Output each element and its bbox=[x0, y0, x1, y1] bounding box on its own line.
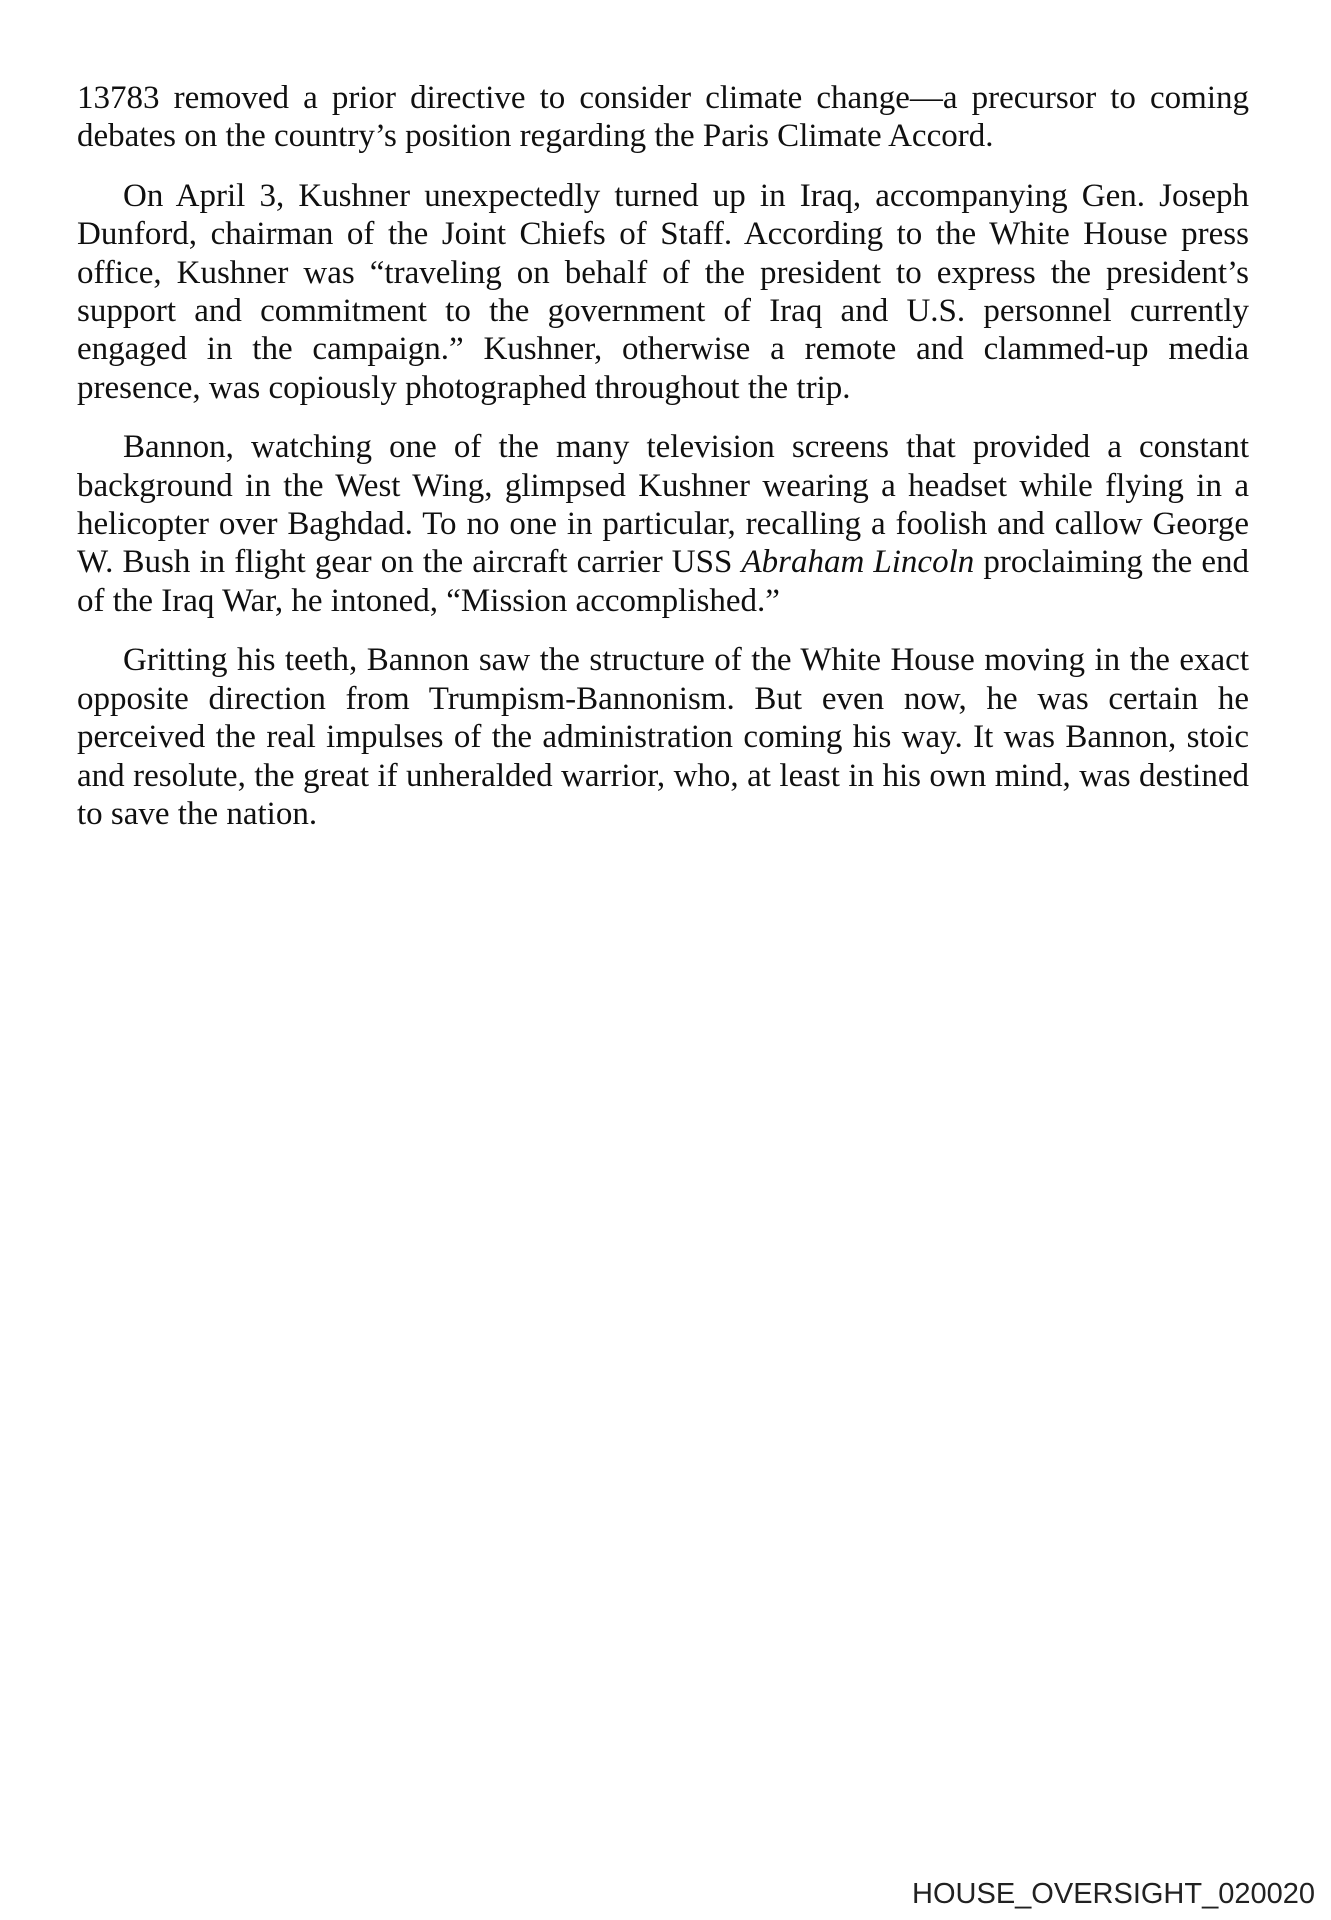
paragraph bbox=[77, 79, 1249, 156]
page-text bbox=[77, 79, 1249, 854]
italic-text-run: Abraham Lincoln bbox=[741, 544, 975, 581]
paragraph bbox=[77, 177, 1249, 407]
text-run: proclaiming the end of the Iraq War, he intoned, “Mission accomplished.” bbox=[77, 544, 1250, 619]
text-run: 13783 removed a prior directive to consider climate change—a precursor to coming debates on the country’s position regarding the Paris Climate Accord. bbox=[77, 80, 1249, 155]
text-run: On April 3, Kushner unexpectedly turned up in Iraq, accompanying Gen. Joseph Dunford, chairman of the Joint Chiefs of Staff. According to the White House press office, Kushner was “traveling on behalf of the president to express the president’s support and commitment to the government of Iraq and U.S. personnel currently engaged in the campaign.” Kushner, otherwise a remote and clammed-up media presence, was copiously photographed throughout the trip. bbox=[77, 177, 1249, 406]
paragraph bbox=[77, 428, 1249, 620]
paragraph bbox=[77, 641, 1249, 833]
text-run: Bannon, watching one of the many television screens that provided a constant background in the West Wing, glimpsed Kushner wearing a headset while flying in a helicopter over Baghdad. To no one in particular, recalling a foolish and callow George W. Bush in flight gear on the aircraft carrier USS bbox=[77, 429, 1249, 581]
bates-stamp: HOUSE_OVERSIGHT_020020 bbox=[912, 1878, 1315, 1910]
text-run: Gritting his teeth, Bannon saw the structure of the White House moving in the exact opposite direction from Trumpism-Bannonism. But even now, he was certain he perceived the real impulses of the administration coming his way. It was Bannon, stoic and resolute, the great if unheralded warrior, who, at least in his own mind, was destined to save the nation. bbox=[77, 642, 1249, 832]
